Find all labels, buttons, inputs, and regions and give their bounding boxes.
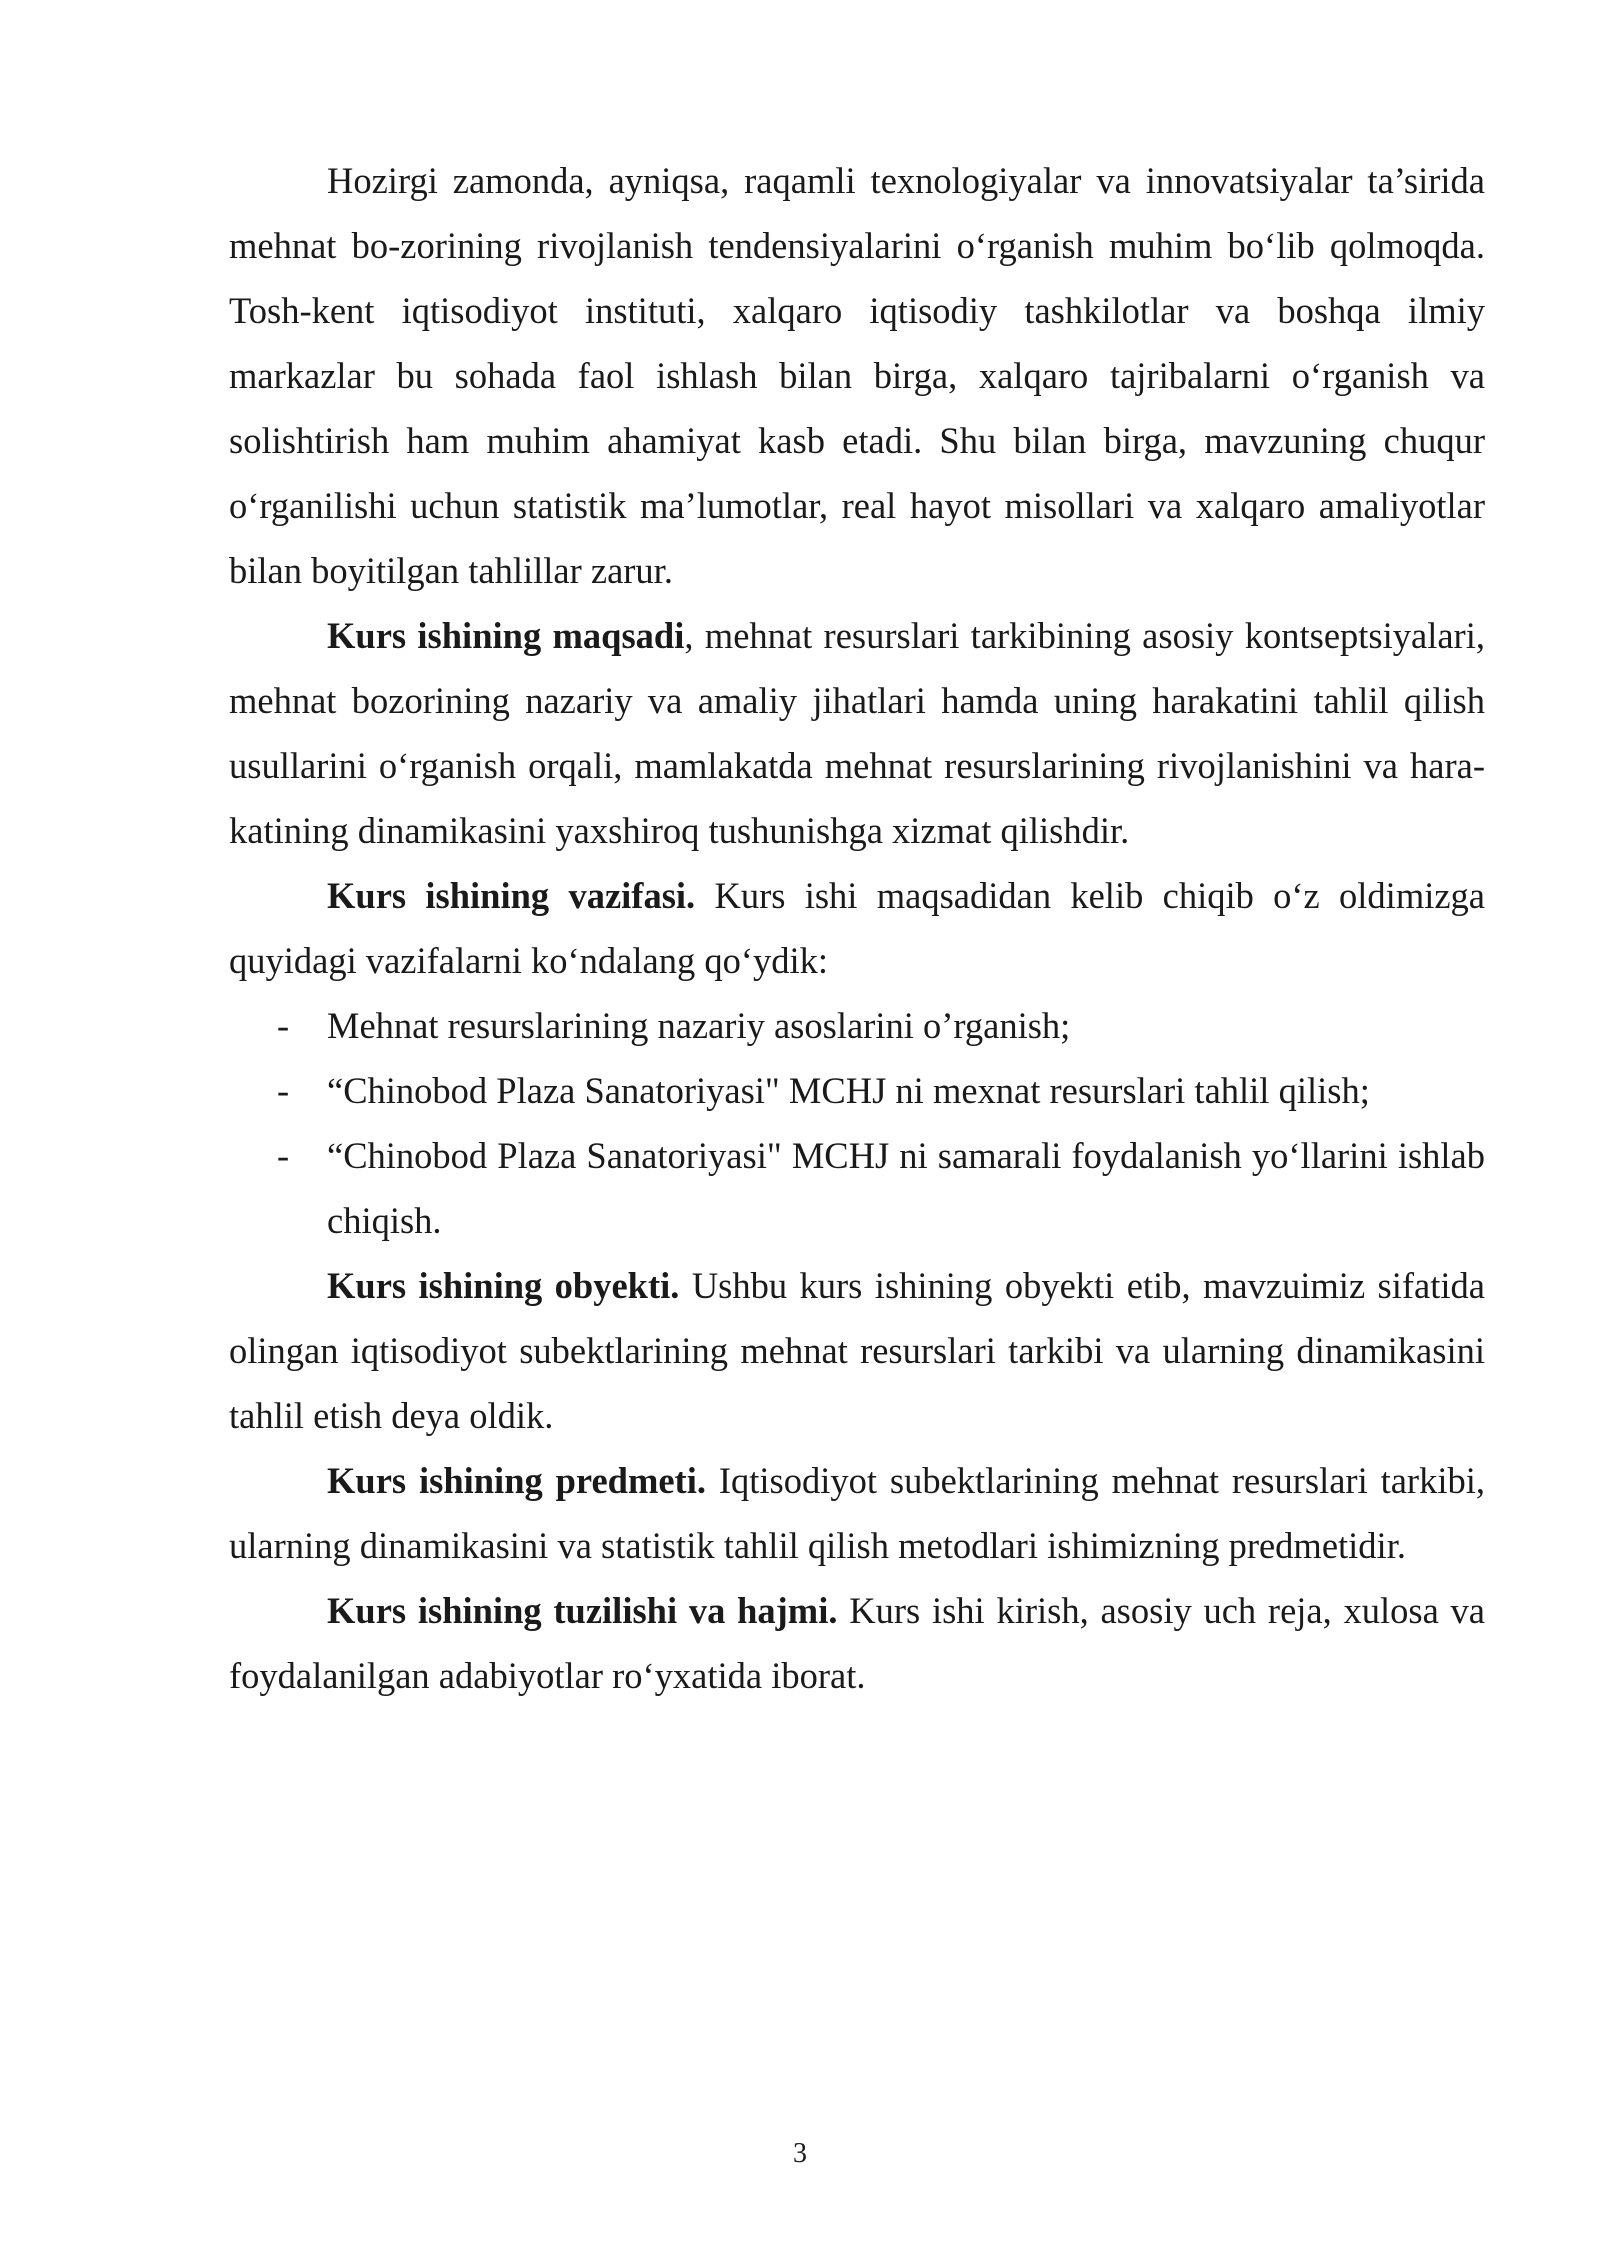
structure-text: Kurs ishi kirish, asosiy uch reja, xulosa va foydalanilgan adabiyotlar ro‘yxatida iborat.	[229, 1590, 1485, 1696]
list-item	[229, 993, 1485, 1058]
goal-heading: Kurs ishining maqsadi	[327, 615, 685, 656]
object-text: Ushbu kurs ishining obyekti etib, mavzuimiz sifatida olingan iqtisodiyot subektlarining mehnat resurslari tarkibi va ularning dinamikasini tahlil etish deya oldik.	[229, 1265, 1485, 1436]
list-item-text: “Chinobod Plaza Sanatoriyasi" MCHJ ni samarali foydalanish yo‘llarini ishlab chiqish.	[327, 1135, 1485, 1241]
intro-paragraph	[229, 148, 1485, 603]
list-bullet: -	[277, 1135, 290, 1176]
object-heading: Kurs ishining obyekti.	[327, 1265, 680, 1306]
goal-paragraph	[229, 603, 1485, 863]
task-heading: Kurs ishining vazifasi.	[327, 875, 696, 916]
list-item-text: “Chinobod Plaza Sanatoriyasi" MCHJ ni mexnat resurslari tahlil qilish;	[327, 1070, 1370, 1111]
subject-text: Iqtisodiyot subektlarining mehnat resurslari tarkibi, ularning dinamikasini va statistik tahlil qilish metodlari ishimizning predmetidir.	[229, 1460, 1485, 1566]
list-bullet: -	[277, 1005, 290, 1046]
task-text: Kurs ishi maqsadidan kelib chiqib o‘z oldimizga quyidagi vazifalarni ko‘ndalang qo‘ydik:	[229, 875, 1486, 981]
intro-text: Hozirgi zamonda, ayniqsa, raqamli texnologiyalar va innovatsiyalar ta’sirida mehnat bo-zorining rivojlanish tendensiyalarini o‘rganish muhim bo‘lib qolmoqda. Tosh-kent iqtisodiyot instituti, xalqaro iqtisodiy tashkilotlar va boshqa ilmiy markazlar bu sohada faol ishlash bilan birga, xalqaro tajribalarni o‘rganish va solishtirish ham muhim ahamiyat kasb etadi. Shu bilan birga, mavzuning chuqur o‘rganilishi uchun statistik ma’lumotlar, real hayot misollari va xalqaro amaliyotlar bilan boyitilgan tahlillar zarur.	[229, 160, 1485, 591]
list-item	[229, 1058, 1485, 1123]
subject-paragraph	[229, 1448, 1485, 1578]
goal-text: , mehnat resurslari tarkibining asosiy kontseptsiyalari, mehnat bozorining nazariy va amaliy jihatlari hamda uning harakatini tahlil qilish usullarini o‘rganish orqali, mamlakatda mehnat resurslarining rivojlanishini va hara-katining dinamikasini yaxshiroq tushunishga xizmat qilishdir.	[229, 615, 1485, 851]
structure-paragraph	[229, 1578, 1485, 1708]
structure-heading: Kurs ishining tuzilishi va hajmi.	[327, 1590, 838, 1631]
object-paragraph	[229, 1253, 1485, 1448]
document-page	[229, 148, 1485, 1708]
list-item	[229, 1123, 1485, 1253]
task-paragraph	[229, 863, 1485, 993]
subject-heading: Kurs ishining predmeti.	[327, 1460, 706, 1501]
list-bullet: -	[277, 1070, 290, 1111]
list-item-text: Mehnat resurslarining nazariy asoslarini o’rganish;	[327, 1005, 1071, 1046]
page-number: 3	[793, 2138, 807, 2169]
tasks-list	[229, 993, 1485, 1253]
